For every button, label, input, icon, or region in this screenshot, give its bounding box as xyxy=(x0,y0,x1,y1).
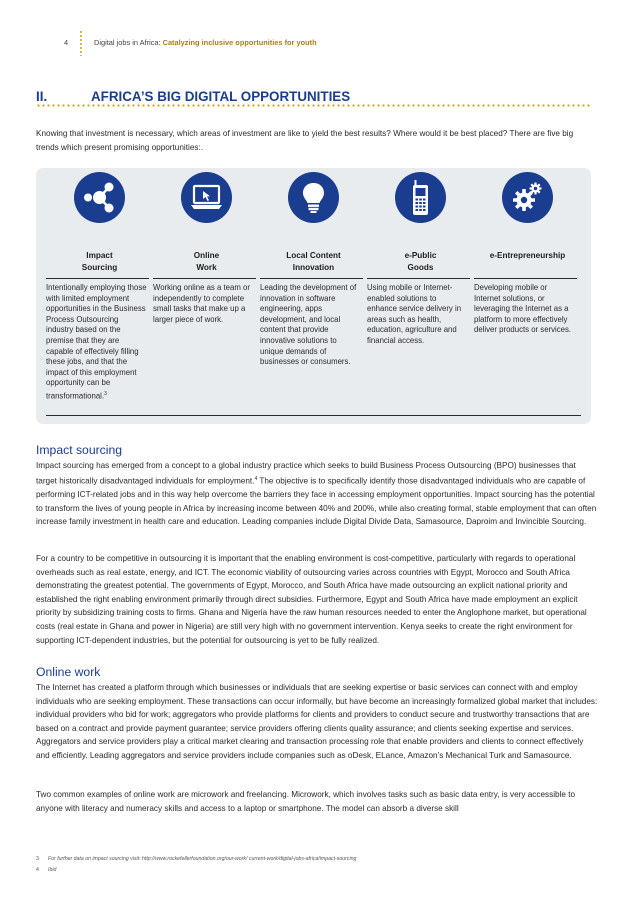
trend-description: Developing mobile or Internet solutions, or leveraging the Internet as a platform to more effectively deliver products or services. xyxy=(474,283,572,335)
section-title: AFRICA’S BIG DIGITAL OPPORTUNITIES xyxy=(91,89,351,104)
panel-divider xyxy=(46,415,581,416)
trend-description: Intentionally employing those with limited employment opportunities in the Business Process Outsourcing industry based on the premise that they are capable of effectively filling these jobs, and that the impact of this employment opportunity can be transformational.$^3$ xyxy=(46,283,147,401)
trend-name: e-Public Goods xyxy=(404,251,437,272)
running-title: Digital jobs in Africa: Catalyzing inclusive opportunities for youth xyxy=(94,38,317,47)
trend-e-public-goods xyxy=(367,172,474,347)
impact-sourcing-paragraph-1: Impact sourcing has emerged from a concept to a global industry practice which seeks to build Business Process Outsourcing (BPO) businesses that target historically disadvantaged individuals for employment.$^4$ The objective is to specifically identify those disadvantaged individuals who are capable of performing ICT-related jobs and in this way help overcome the barriers they face in accessing employment opportunities. Impact sourcing has the potential to transform the lives of young people in Africa by increasing income between 40% and 200%, while also creating formal, stable employment that can often increase family investment in health care and education. Leading companies include Digital Divide Data, Samasource, Daproim and Invincible Sourcing. xyxy=(36,461,597,527)
footnote: 4 Ibid xyxy=(36,867,57,873)
online-work-heading: Online work xyxy=(36,665,101,679)
section-heading xyxy=(36,89,350,104)
gears-icon xyxy=(502,172,553,223)
intro-paragraph: Knowing that investment is necessary, which areas of investment are like to yield the best results? Where would it be best placed? There are five big trends which present promising opportunities:. xyxy=(36,129,574,152)
trend-name: Online Work xyxy=(193,251,220,272)
trend-local-content-innovation xyxy=(260,172,367,368)
impact-sourcing-paragraph-2: For a country to be competitive in outsourcing it is important that the enabling environment is cost-competitive, particularly with regards to operational overheads such as real estate, energy, and ICT. The economic viability of outsourcing varies across countries with Egypt, Morocco and South Africa demonstrating the greatest potential. The governments of Egypt, Morocco, and South Africa have made outsourcing an explicit national priority and established the right enabling environment primarily through direct subsidies. Furthermore, Egypt and South Africa have made employment an explicit priority by subsidizing training costs to firms. Ghana and Nigeria have the raw human resources needed to enter the Anglophone market, but operational costs (real estate in Ghana and power in Nigeria) are still very high with no government intervention. Kenya seeks to create the right environment for supporting ICT-dependent industries, but the potential for outsourcing is yet to be fully realized. xyxy=(36,554,587,645)
page-header xyxy=(58,38,608,52)
trend-rule xyxy=(474,278,577,279)
impact-sourcing-heading: Impact sourcing xyxy=(36,443,123,457)
trend-rule xyxy=(260,278,363,279)
trend-description: Using mobile or Internet-enabled solutions to enhance service delivery in areas such as health, education, agriculture and financial access. xyxy=(367,283,462,345)
lightbulb-icon xyxy=(288,172,339,223)
trend-name: Local Content Innovation xyxy=(286,251,341,272)
page-number: 4 xyxy=(64,38,69,47)
trends-panel xyxy=(36,168,591,424)
trend-rule xyxy=(153,278,256,279)
trend-online-work xyxy=(153,172,260,325)
trend-description: Leading the development of innovation in software engineering, apps development, and local content that provide innovative solutions to unique demands of businesses or consumers. xyxy=(260,283,357,367)
trend-rule xyxy=(367,278,470,279)
laptop-icon xyxy=(181,172,232,223)
mobile-phone-icon xyxy=(395,172,446,223)
footnote: 3 For further data on impact sourcing visit: http://www.rockefellerfoundation.org/our-work/ current-work/digital-jobs-africa/impact-sourcing xyxy=(36,856,357,862)
network-icon xyxy=(74,172,125,223)
trend-description: Working online as a team or independently to complete small tasks that make up a larger piece of work. xyxy=(153,283,250,324)
trend-e-entrepreneurship xyxy=(474,172,581,336)
section-number: II. xyxy=(36,89,48,104)
trend-name: e-Entrepreneurship xyxy=(489,251,566,260)
trend-name: Impact Sourcing xyxy=(81,251,118,272)
dotted-divider xyxy=(36,104,591,107)
header-divider xyxy=(80,30,82,56)
online-work-paragraph-2: Two common examples of online work are microwork and freelancing. Microwork, which involves tasks such as basic data entry, is very accessible to anyone with literacy and numeracy skills and access to a laptop or smartphone. The model can absorb a diverse skill xyxy=(36,790,576,813)
trend-impact-sourcing xyxy=(46,172,153,402)
trend-rule xyxy=(46,278,149,279)
online-work-paragraph-1: The Internet has created a platform through which businesses or individuals that are seeking expertise or basic services can connect with and employ individuals who are seeking employment. These transactions can occur informally, but have become an increasingly formalized global market that includes: individual providers who bid for work; aggregators who provide platforms for clients and providers to conduct secure and trustworthy transactions that are based on a contract and provide payment guarantee; service providers offering clients quality assurance; and clients seeking expertise and services. Aggregators and service providers play a critical market clearing and transaction processing role that enable providers and clients to connect effectively and efficiently. Leading aggregators and service providers include companies such as oDesk, ELance, Amazon’s Mechanical Turk and Samasource. xyxy=(36,683,598,760)
